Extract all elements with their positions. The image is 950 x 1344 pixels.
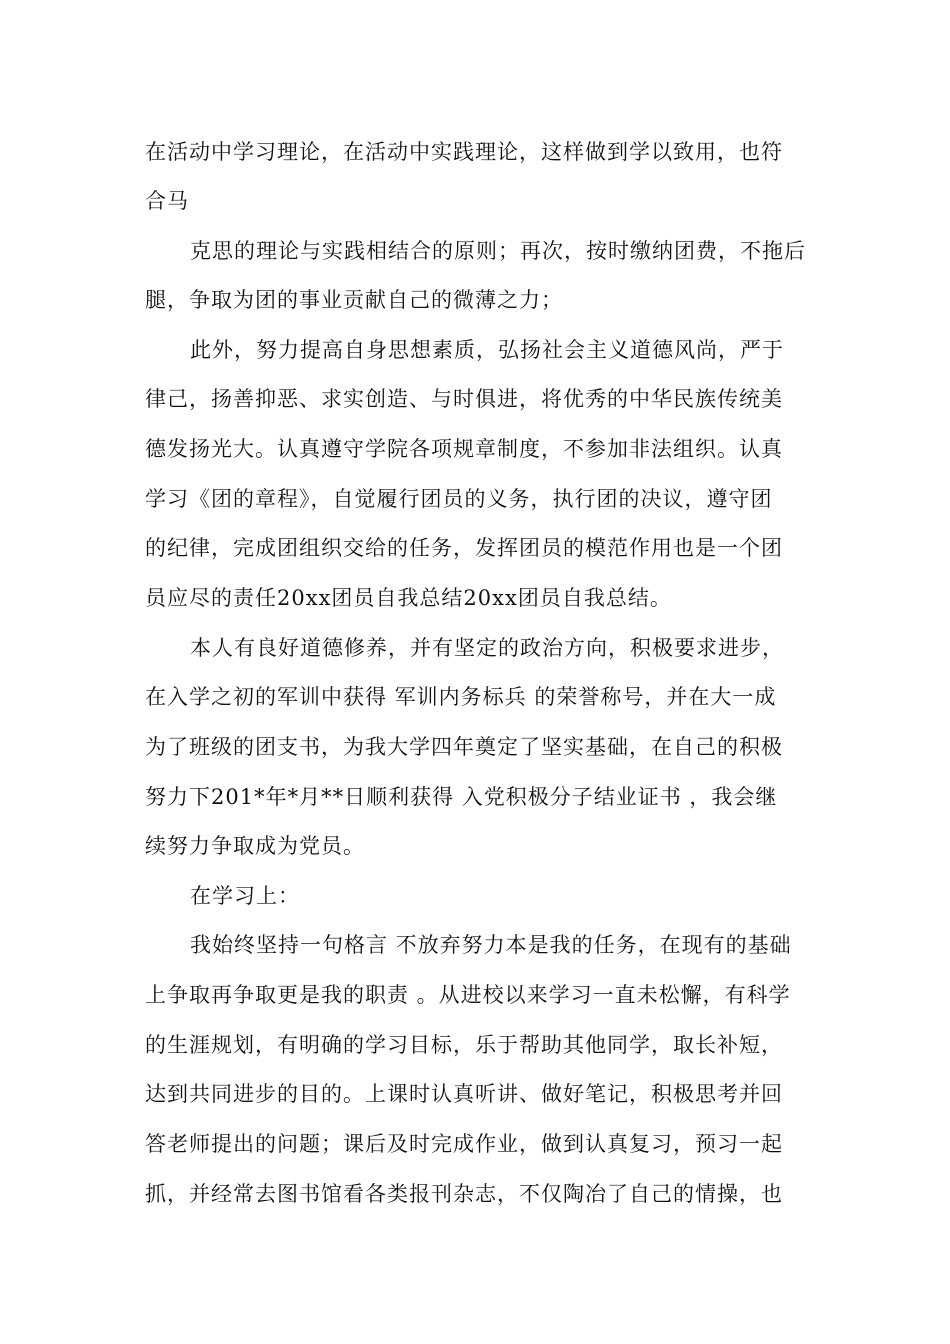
section-heading: 在学习上：: [190, 884, 300, 908]
paragraph-line: 本人有良好道德修养，并有坚定的政治方向，积极要求进步，: [190, 636, 784, 660]
text-line: 续努力争取成为党员。: [145, 834, 365, 858]
text-line: 律己，扬善抑恶、求实创造、与时俱进，将优秀的中华民族传统美: [145, 387, 783, 411]
text-line: 为了班级的团支书，为我大学四年奠定了坚实基础，在自己的积极: [145, 735, 783, 759]
text-line: 努力下201*年*月**日顺利获得 入党积极分子结业证书 ，我会继: [145, 785, 778, 809]
text-line: 腿，争取为团的事业贡献自己的微薄之力；: [145, 288, 563, 312]
text-line: 抓，并经常去图书馆看各类报刊杂志，不仅陶冶了自己的情操，也: [145, 1182, 783, 1206]
text-line: 德发扬光大。认真遵守学院各项规章制度，不参加非法组织。认真: [145, 437, 783, 461]
text-line: 达到共同进步的目的。上课时认真听讲、做好笔记，积极思考并回: [145, 1082, 783, 1106]
text-line: 在活动中学习理论，在活动中实践理论，这样做到学以致用，也符: [145, 140, 783, 164]
paragraph-line: 我始终坚持一句格言 不放弃努力本是我的任务，在现有的基础: [190, 933, 792, 957]
paragraph-line: 克思的理论与实践相结合的原则；再次，按时缴纳团费，不拖后: [190, 239, 806, 263]
text-line: 合马: [145, 189, 189, 213]
text-line: 员应尽的责任20xx团员自我总结20xx团员自我总结。: [145, 586, 672, 610]
text-line: 答老师提出的问题；课后及时完成作业，做到认真复习，预习一起: [145, 1132, 783, 1156]
text-line: 上争取再争取更是我的职责 。从进校以来学习一直未松懈，有科学: [145, 983, 791, 1007]
text-line: 的纪律，完成团组织交给的任务，发挥团员的模范作用也是一个团: [145, 536, 783, 560]
text-line: 的生涯规划，有明确的学习目标，乐于帮助其他同学，取长补短，: [145, 1033, 783, 1057]
text-line: 学习《团的章程》，自觉履行团员的义务，执行团的决议，遵守团: [145, 487, 773, 511]
paragraph-line: 此外，努力提高自身思想素质，弘扬社会主义道德风尚，严于: [190, 338, 784, 362]
text-line: 在入学之初的军训中获得 军训内务标兵 的荣誉称号，并在大一成: [145, 685, 777, 709]
